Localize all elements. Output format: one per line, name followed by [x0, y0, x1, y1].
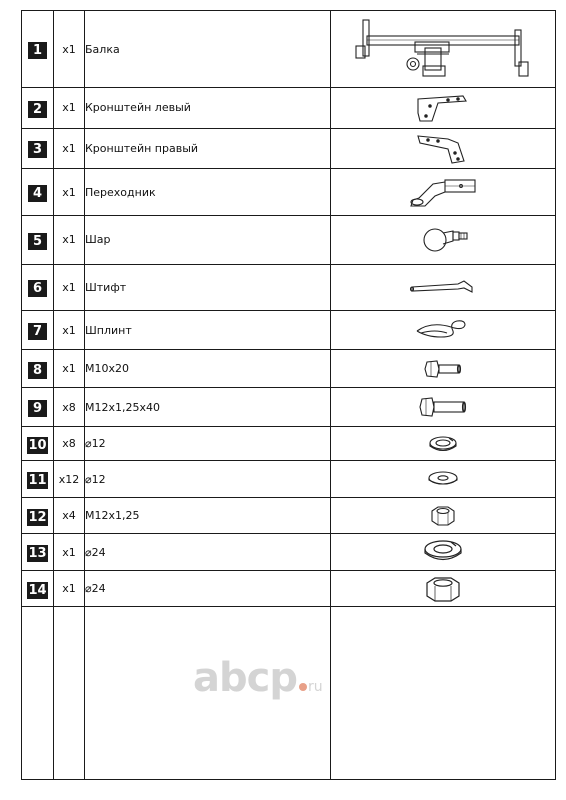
item-number: 6: [28, 280, 47, 297]
item-name: ⌀24: [85, 534, 331, 571]
table-row: [22, 311, 556, 350]
item-quantity: x1: [54, 169, 85, 216]
right-bracket-icon: [408, 131, 478, 165]
spring-washer-icon: [425, 433, 461, 455]
item-name: Кронштейн левый: [85, 88, 331, 129]
item-name: ⌀24: [85, 570, 331, 607]
item-quantity: x1: [54, 570, 85, 607]
item-number: 10: [28, 437, 47, 453]
watermark: [193, 655, 323, 701]
item-name: Кронштейн правый: [85, 128, 331, 169]
item-name: ⌀12: [85, 461, 331, 498]
item-name: M12x1,25: [85, 497, 331, 534]
item-number: 12: [28, 509, 47, 525]
item-number: 1: [28, 42, 47, 59]
table-row: [22, 570, 556, 607]
item-number: 5: [28, 233, 47, 250]
item-quantity: x1: [54, 88, 85, 129]
item-name: M12x1,25x40: [85, 388, 331, 427]
table-row: [22, 497, 556, 534]
table-row: [22, 128, 556, 169]
item-quantity: x8: [54, 426, 85, 460]
adapter-icon: [405, 172, 481, 212]
watermark-suffix: ru: [307, 679, 323, 695]
table-row: [22, 461, 556, 498]
item-name: ⌀12: [85, 426, 331, 460]
table-row: [22, 215, 556, 264]
item-number: 2: [28, 101, 47, 118]
item-name: Шар: [85, 215, 331, 264]
item-quantity: x1: [54, 128, 85, 169]
item-quantity: x12: [54, 461, 85, 498]
bolt-short-icon: [421, 357, 465, 381]
item-quantity: x1: [54, 311, 85, 350]
table-row: [22, 426, 556, 460]
table-row: [22, 169, 556, 216]
table-row: [22, 88, 556, 129]
watermark-dot-icon: [299, 683, 307, 691]
item-quantity: x8: [54, 388, 85, 427]
item-number: 13: [28, 546, 47, 562]
nut-large-icon: [421, 574, 465, 604]
item-quantity: x1: [54, 264, 85, 311]
pin-icon: [408, 276, 478, 298]
item-name: Балка: [85, 11, 331, 88]
table-row: [22, 11, 556, 88]
spring-washer-large-icon: [421, 538, 465, 566]
item-number: 7: [28, 323, 47, 340]
item-number: 14: [28, 582, 47, 598]
table-row: [22, 264, 556, 311]
item-quantity: x1: [54, 534, 85, 571]
item-quantity: x1: [54, 11, 85, 88]
nut-small-icon: [426, 503, 460, 529]
ball-icon: [413, 220, 473, 260]
item-number: 3: [28, 141, 47, 158]
flat-washer-icon: [425, 468, 461, 490]
table-row: [22, 534, 556, 571]
item-number: 8: [28, 362, 47, 379]
table-row: [22, 388, 556, 427]
bolt-long-icon: [416, 394, 470, 420]
item-quantity: x1: [54, 349, 85, 388]
item-quantity: x4: [54, 497, 85, 534]
item-name: Штифт: [85, 264, 331, 311]
item-name: M10x20: [85, 349, 331, 388]
item-number: 9: [28, 400, 47, 417]
cotter-pin-icon: [411, 317, 475, 343]
item-name: Шплинт: [85, 311, 331, 350]
left-bracket-icon: [408, 91, 478, 125]
item-name: Переходник: [85, 169, 331, 216]
table-row: [22, 349, 556, 388]
watermark-main: abcp: [193, 655, 297, 701]
item-quantity: x1: [54, 215, 85, 264]
item-number: 4: [28, 185, 47, 202]
beam-icon: [353, 14, 533, 84]
item-number: 11: [28, 473, 47, 489]
